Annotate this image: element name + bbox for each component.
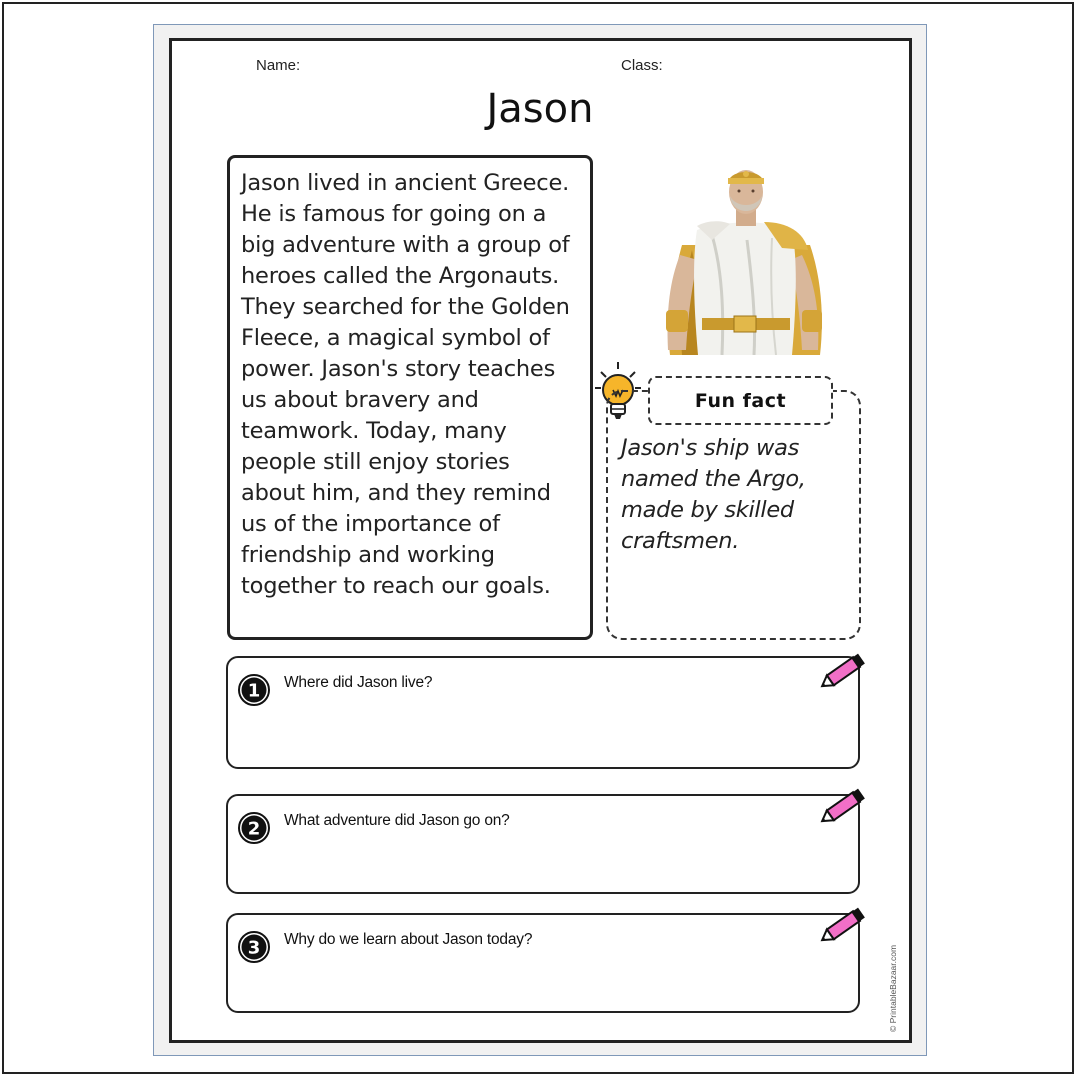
page-title: Jason xyxy=(486,86,594,132)
question-number-badge-3 xyxy=(238,931,270,963)
question-number-2: 2 xyxy=(247,818,261,840)
question-box-1[interactable] xyxy=(226,656,860,769)
pencil-icon xyxy=(818,784,870,830)
question-box-2[interactable] xyxy=(226,794,860,894)
question-number-1: 1 xyxy=(247,680,261,702)
question-text-2: What adventure did Jason go on? xyxy=(284,812,510,829)
question-number-badge-1 xyxy=(238,674,270,706)
pencil-icon xyxy=(818,903,870,949)
name-label: Name: xyxy=(256,57,301,74)
question-number-badge-2 xyxy=(238,812,270,844)
question-text-3: Why do we learn about Jason today? xyxy=(284,931,533,948)
reading-passage: Jason lived in ancient Greece. He is famous for going on a big adventure with a group of heroes called the Argonauts. They searched for the Golden Fleece, a magical symbol of power. Jason's story teaches us about bravery and teamwork. Today, many people still enjoy stories about him, and they remind us of the importance of friendship and working together to reach our goals. xyxy=(241,170,570,599)
question-box-3[interactable] xyxy=(226,913,860,1013)
pencil-icon xyxy=(818,649,870,695)
reading-passage-box xyxy=(227,155,593,640)
class-label: Class: xyxy=(621,57,663,74)
question-text-1: Where did Jason live? xyxy=(284,674,433,691)
question-number-3: 3 xyxy=(247,937,261,959)
fun-fact-text: Jason's ship was named the Argo, made by skilled craftsmen. xyxy=(621,435,806,554)
jason-portrait-image xyxy=(652,160,838,355)
fun-fact-heading: Fun fact xyxy=(648,376,833,425)
copyright-text: © PrintableBazaar.com xyxy=(888,944,898,1032)
